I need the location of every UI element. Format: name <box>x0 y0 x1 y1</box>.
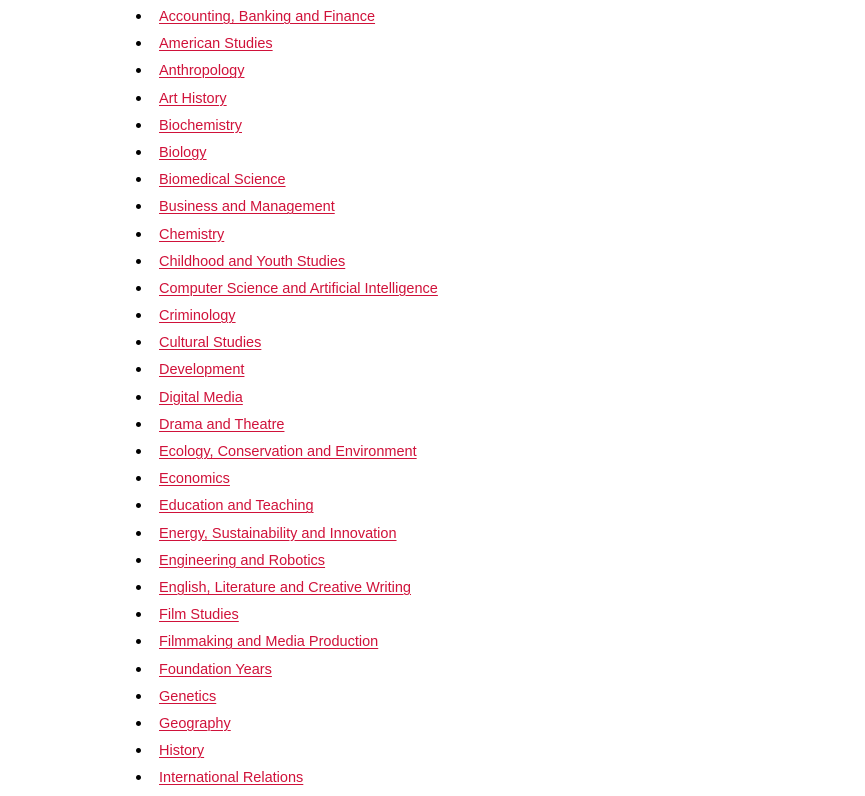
subject-link[interactable]: Biomedical Science <box>159 172 286 189</box>
subject-link[interactable]: Childhood and Youth Studies <box>159 253 346 270</box>
bullet-icon <box>136 395 141 400</box>
list-item <box>0 547 438 574</box>
bullet-icon <box>136 748 141 753</box>
bullet-icon <box>136 232 141 237</box>
bullet-icon <box>136 96 141 101</box>
list-item <box>0 737 438 764</box>
bullet-icon <box>136 449 141 454</box>
bullet-icon <box>136 340 141 345</box>
list-item <box>0 302 438 329</box>
subject-link[interactable]: Economics <box>159 471 230 488</box>
list-item <box>0 520 438 547</box>
list-item <box>0 574 438 601</box>
subject-link[interactable]: American Studies <box>159 36 273 53</box>
subject-link[interactable]: Biochemistry <box>159 117 242 134</box>
bullet-icon <box>136 639 141 644</box>
bullet-icon <box>136 531 141 536</box>
list-item <box>0 356 438 383</box>
list-item <box>0 3 438 30</box>
subject-link[interactable]: International Relations <box>159 770 304 787</box>
list-item <box>0 710 438 737</box>
bullet-icon <box>136 503 141 508</box>
subject-link[interactable]: Art History <box>159 90 227 107</box>
bullet-icon <box>136 721 141 726</box>
list-item <box>0 85 438 112</box>
subject-link[interactable]: Foundation Years <box>159 661 272 678</box>
bullet-icon <box>136 775 141 780</box>
list-item <box>0 166 438 193</box>
subject-link[interactable]: English, Literature and Creative Writing <box>159 579 411 596</box>
list-item <box>0 601 438 628</box>
subject-link[interactable]: Drama and Theatre <box>159 416 285 433</box>
list-item <box>0 248 438 275</box>
bullet-icon <box>136 150 141 155</box>
subject-link[interactable]: Energy, Sustainability and Innovation <box>159 525 397 542</box>
subject-link[interactable]: Engineering and Robotics <box>159 552 326 569</box>
subject-link[interactable]: Criminology <box>159 308 236 325</box>
list-item <box>0 139 438 166</box>
subject-link[interactable]: Development <box>159 362 245 379</box>
bullet-icon <box>136 41 141 46</box>
list-item <box>0 683 438 710</box>
list-item <box>0 465 438 492</box>
list-item <box>0 112 438 139</box>
list-item <box>0 30 438 57</box>
bullet-icon <box>136 259 141 264</box>
bullet-icon <box>136 476 141 481</box>
bullet-icon <box>136 558 141 563</box>
list-item <box>0 656 438 683</box>
list-item <box>0 438 438 465</box>
list-item <box>0 57 438 84</box>
subject-link[interactable]: Geography <box>159 715 231 732</box>
list-item <box>0 411 438 438</box>
subject-link[interactable]: Chemistry <box>159 226 225 243</box>
bullet-icon <box>136 313 141 318</box>
subject-link[interactable]: History <box>159 743 205 760</box>
subject-link[interactable]: Digital Media <box>159 389 243 406</box>
bullet-icon <box>136 68 141 73</box>
subject-link[interactable]: Filmmaking and Media Production <box>159 634 379 651</box>
bullet-icon <box>136 367 141 372</box>
list-item <box>0 275 438 302</box>
subject-link[interactable]: Genetics <box>159 688 217 705</box>
bullet-icon <box>136 585 141 590</box>
list-item <box>0 492 438 519</box>
list-item <box>0 221 438 248</box>
subject-link[interactable]: Education and Teaching <box>159 498 314 515</box>
subject-link[interactable]: Film Studies <box>159 607 239 624</box>
subject-link[interactable]: Business and Management <box>159 199 335 216</box>
bullet-icon <box>136 667 141 672</box>
bullet-icon <box>136 123 141 128</box>
list-item <box>0 764 438 791</box>
subject-list <box>0 3 438 791</box>
list-item <box>0 628 438 655</box>
bullet-icon <box>136 694 141 699</box>
subject-link[interactable]: Cultural Studies <box>159 335 262 352</box>
list-item <box>0 329 438 356</box>
subject-link[interactable]: Biology <box>159 144 207 161</box>
bullet-icon <box>136 177 141 182</box>
bullet-icon <box>136 286 141 291</box>
subject-link[interactable]: Accounting, Banking and Finance <box>159 9 376 25</box>
bullet-icon <box>136 612 141 617</box>
subject-link[interactable]: Computer Science and Artificial Intelligence <box>159 280 438 297</box>
bullet-icon <box>136 14 141 19</box>
subject-link[interactable]: Anthropology <box>159 63 245 80</box>
bullet-icon <box>136 422 141 427</box>
list-item <box>0 384 438 411</box>
list-item <box>0 193 438 220</box>
subject-link[interactable]: Ecology, Conservation and Environment <box>159 444 417 460</box>
bullet-icon <box>136 204 141 209</box>
